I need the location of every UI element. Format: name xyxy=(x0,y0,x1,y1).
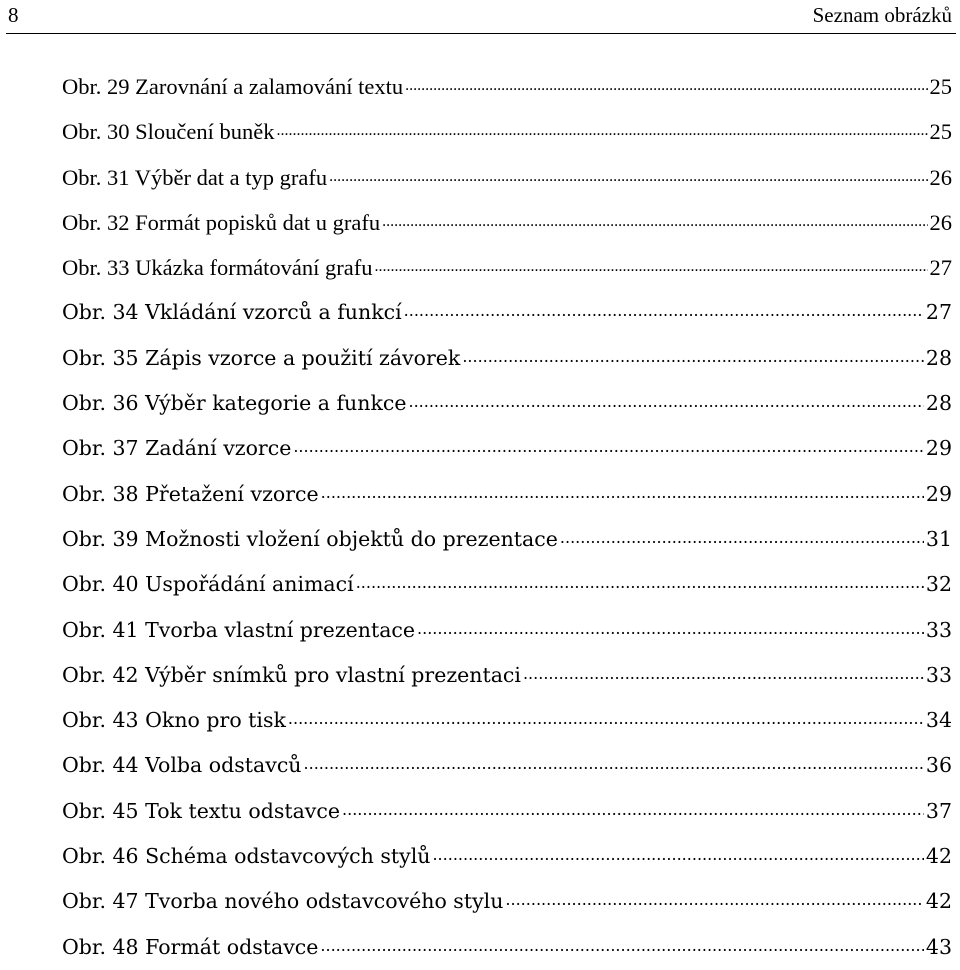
toc-entry[interactable] xyxy=(62,608,952,653)
toc-entry-page: 28 xyxy=(925,391,952,416)
dot-leader xyxy=(462,344,924,365)
toc-entry[interactable] xyxy=(62,336,952,381)
toc-entry[interactable] xyxy=(62,653,952,698)
toc-entry-label: Obr. 33 Ukázka formátování grafu xyxy=(62,255,373,281)
toc-entry-label: Obr. 38 Přetažení vzorce xyxy=(62,481,319,506)
dot-leader xyxy=(382,207,927,230)
toc-entry-page: 37 xyxy=(925,798,952,823)
toc-entry-page: 36 xyxy=(925,753,952,778)
toc-entry-page: 27 xyxy=(929,255,952,281)
dot-leader xyxy=(320,933,923,954)
toc-entry-label: Obr. 32 Formát popisků dat u grafu xyxy=(62,209,381,235)
toc-entry-page: 33 xyxy=(925,617,952,642)
toc-entry-label: Obr. 43 Okno pro tisk xyxy=(62,708,286,733)
dot-leader xyxy=(505,888,923,909)
toc-entry-page: 43 xyxy=(925,934,952,959)
toc-entry-label: Obr. 35 Zápis vzorce a použití závorek xyxy=(62,345,461,370)
toc-entry-page: 25 xyxy=(929,119,952,145)
dot-leader xyxy=(523,661,924,682)
toc-entry[interactable] xyxy=(62,290,952,335)
toc-entry-label: Obr. 36 Výběr kategorie a funkce xyxy=(62,391,407,416)
toc-entry[interactable] xyxy=(62,381,952,426)
toc-entry[interactable] xyxy=(62,200,952,245)
page-number: 8 xyxy=(8,3,19,27)
toc-entry-label: Obr. 37 Zadání vzorce xyxy=(62,436,292,461)
toc-entry[interactable] xyxy=(62,879,952,924)
toc-entry[interactable] xyxy=(62,834,952,879)
toc-entry-label: Obr. 30 Sloučení buněk xyxy=(62,119,275,145)
toc-entry-label: Obr. 41 Tvorba vlastní prezentace xyxy=(62,617,416,642)
dot-leader xyxy=(432,843,923,864)
dot-leader xyxy=(560,525,924,546)
toc-entry-label: Obr. 46 Schéma odstavcových stylů xyxy=(62,844,431,869)
dot-leader xyxy=(342,797,924,818)
toc-entry-label: Obr. 48 Formát odstavce xyxy=(62,934,319,959)
dot-leader xyxy=(288,707,924,728)
dot-leader xyxy=(304,752,924,773)
toc-entry-label: Obr. 34 Vkládání vzorců a funkcí xyxy=(62,300,402,325)
toc-entry-page: 34 xyxy=(925,708,952,733)
toc-entry-page: 26 xyxy=(929,209,952,235)
toc-entry[interactable] xyxy=(62,698,952,743)
dot-leader xyxy=(276,117,927,140)
toc-entry-label: Obr. 39 Možnosti vložení objektů do prezentace xyxy=(62,526,558,551)
toc-entry-page: 32 xyxy=(925,572,952,597)
dot-leader xyxy=(356,571,924,592)
list-of-figures xyxy=(62,64,952,970)
toc-entry[interactable] xyxy=(62,245,952,290)
dot-leader xyxy=(405,72,927,95)
dot-leader xyxy=(321,480,924,501)
toc-entry-label: Obr. 40 Uspořádání animací xyxy=(62,572,354,597)
toc-entry[interactable] xyxy=(62,743,952,788)
toc-entry[interactable] xyxy=(62,109,952,154)
toc-entry-page: 26 xyxy=(929,164,952,190)
dot-leader xyxy=(404,299,924,320)
header-divider xyxy=(6,33,956,34)
toc-entry[interactable] xyxy=(62,64,952,109)
dot-leader xyxy=(375,253,928,276)
toc-entry-page: 28 xyxy=(925,345,952,370)
toc-entry-page: 42 xyxy=(925,844,952,869)
toc-entry-page: 33 xyxy=(925,662,952,687)
toc-entry-label: Obr. 45 Tok textu odstavce xyxy=(62,798,341,823)
toc-entry-label: Obr. 47 Tvorba nového odstavcového stylu xyxy=(62,889,504,914)
toc-entry[interactable] xyxy=(62,426,952,471)
toc-entry-label: Obr. 31 Výběr dat a typ grafu xyxy=(62,164,328,190)
dot-leader xyxy=(417,616,924,637)
toc-entry-label: Obr. 29 Zarovnání a zalamování textu xyxy=(62,74,404,99)
toc-entry-label: Obr. 44 Volba odstavců xyxy=(62,753,302,778)
toc-entry-page: 29 xyxy=(925,481,952,506)
toc-entry[interactable] xyxy=(62,562,952,607)
toc-entry-label: Obr. 42 Výběr snímků pro vlastní prezentaci xyxy=(62,662,521,687)
toc-entry-page: 29 xyxy=(925,436,952,461)
dot-leader xyxy=(293,435,924,456)
toc-entry[interactable] xyxy=(62,472,952,517)
toc-entry[interactable] xyxy=(62,517,952,562)
toc-entry-page: 31 xyxy=(925,526,952,551)
toc-entry[interactable] xyxy=(62,925,952,970)
toc-entry-page: 25 xyxy=(929,74,952,99)
dot-leader xyxy=(329,162,927,185)
page-header xyxy=(0,0,960,36)
running-title: Seznam obrázků xyxy=(812,3,952,27)
dot-leader xyxy=(409,390,924,411)
toc-entry-page: 27 xyxy=(925,300,952,325)
toc-entry[interactable] xyxy=(62,789,952,834)
toc-entry-page: 42 xyxy=(925,889,952,914)
toc-entry[interactable] xyxy=(62,155,952,200)
